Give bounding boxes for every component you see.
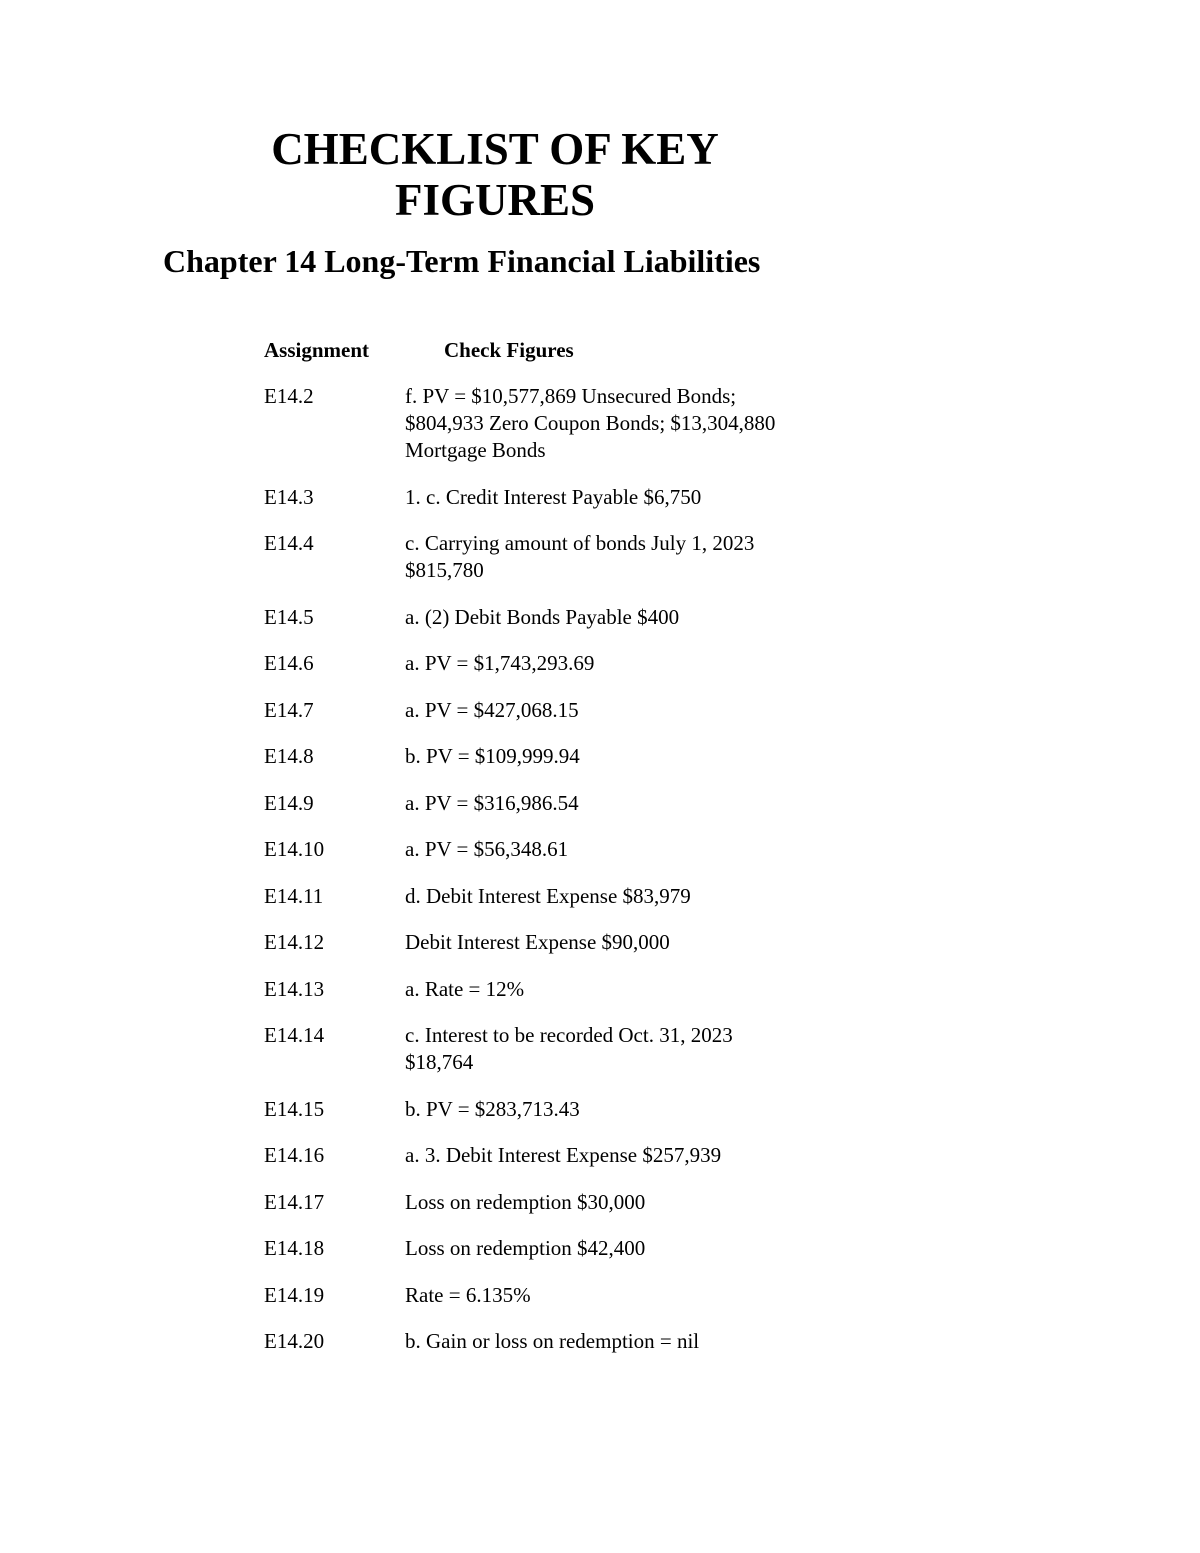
assignment-cell: E14.4 xyxy=(264,531,314,555)
check-figure-cell xyxy=(405,484,835,511)
check-figure-cell xyxy=(405,836,835,863)
check-figure-line: d. Debit Interest Expense $83,979 xyxy=(405,883,691,908)
check-figure-cell xyxy=(405,790,835,817)
assignment-cell: E14.6 xyxy=(264,651,314,675)
assignment-cell: E14.11 xyxy=(264,883,324,908)
assignment-cell: E14.16 xyxy=(264,1143,325,1167)
check-figure-line: a. Rate = 12% xyxy=(405,976,525,1001)
table-row xyxy=(264,929,864,956)
check-figure-cell xyxy=(405,697,835,724)
assignment-cell: E14.2 xyxy=(264,384,314,408)
check-figure-line: $18,764 xyxy=(405,1050,474,1074)
table-row xyxy=(264,1328,864,1355)
table-row xyxy=(264,1189,864,1216)
header-assignment: Assignment xyxy=(264,338,370,362)
page-title-line-2: FIGURES xyxy=(394,175,596,225)
page-title xyxy=(0,124,990,226)
assignment-cell: E14.17 xyxy=(264,1189,325,1214)
chapter-subtitle: Chapter 14 Long-Term Financial Liabilities xyxy=(163,243,761,279)
check-figure-line: a. PV = $1,743,293.69 xyxy=(405,651,595,675)
check-figure-cell xyxy=(405,1142,835,1169)
check-figure-line: $804,933 Zero Coupon Bonds; $13,304,880 xyxy=(405,411,776,435)
check-figure-cell xyxy=(405,743,835,770)
check-figure-line: b. Gain or loss on redemption = nil xyxy=(405,1329,700,1353)
table-row xyxy=(264,650,864,677)
check-figure-line: a. 3. Debit Interest Expense $257,939 xyxy=(405,1143,722,1167)
table-row xyxy=(264,1142,864,1169)
check-figure-line: a. PV = $316,986.54 xyxy=(405,790,579,815)
table-row xyxy=(264,790,864,817)
check-figure-line: c. Interest to be recorded Oct. 31, 2023 xyxy=(405,1023,733,1047)
check-figure-line: b. PV = $283,713.43 xyxy=(405,1096,580,1121)
assignment-cell: E14.14 xyxy=(264,1023,325,1047)
check-figure-cell xyxy=(405,1328,835,1355)
check-figure-cell xyxy=(405,1282,835,1309)
check-figure-cell xyxy=(405,1096,835,1123)
table-row xyxy=(264,1235,864,1262)
table-row xyxy=(264,530,864,584)
assignment-cell: E14.20 xyxy=(264,1329,325,1353)
check-figure-cell xyxy=(405,929,835,956)
assignment-cell: E14.12 xyxy=(264,930,325,954)
table-row xyxy=(264,976,864,1003)
table-row xyxy=(264,1096,864,1123)
check-figure-cell xyxy=(405,1022,835,1076)
table-header-row xyxy=(264,337,864,383)
assignment-cell: E14.3 xyxy=(264,484,314,509)
table-row xyxy=(264,383,864,464)
table-row xyxy=(264,697,864,724)
assignment-cell: E14.19 xyxy=(264,1282,325,1307)
table-body xyxy=(264,383,864,1355)
header-check-figures: Check Figures xyxy=(444,338,574,362)
check-figure-line: a. PV = $427,068.15 xyxy=(405,697,579,722)
check-figure-cell xyxy=(405,650,835,677)
check-figure-line: f. PV = $10,577,869 Unsecured Bonds; xyxy=(405,384,737,408)
assignment-cell: E14.8 xyxy=(264,744,314,768)
table-row xyxy=(264,604,864,631)
check-figures-table xyxy=(264,337,864,1375)
check-figure-cell xyxy=(405,383,835,464)
check-figure-cell xyxy=(405,530,835,584)
assignment-cell: E14.13 xyxy=(264,976,325,1001)
assignment-cell: E14.7 xyxy=(264,697,314,722)
assignment-cell: E14.5 xyxy=(264,604,314,629)
check-figure-line: Debit Interest Expense $90,000 xyxy=(405,930,670,954)
page-title-line-1: CHECKLIST OF KEY xyxy=(271,124,719,174)
assignment-cell: E14.18 xyxy=(264,1236,325,1260)
check-figure-cell xyxy=(405,883,835,910)
assignment-cell: E14.9 xyxy=(264,790,314,815)
check-figure-line: a. PV = $56,348.61 xyxy=(405,837,569,861)
check-figure-line: Mortgage Bonds xyxy=(405,438,546,462)
check-figure-line: Rate = 6.135% xyxy=(405,1282,531,1307)
check-figure-line: Loss on redemption $42,400 xyxy=(405,1236,646,1260)
table-row xyxy=(264,1022,864,1076)
table-row xyxy=(264,883,864,910)
table-row xyxy=(264,484,864,511)
assignment-cell: E14.15 xyxy=(264,1096,325,1121)
check-figure-line: a. (2) Debit Bonds Payable $400 xyxy=(405,604,680,629)
check-figure-cell xyxy=(405,604,835,631)
check-figure-line: 1. c. Credit Interest Payable $6,750 xyxy=(405,484,702,509)
table-row xyxy=(264,1282,864,1309)
check-figure-line: $815,780 xyxy=(405,558,484,582)
table-row xyxy=(264,743,864,770)
table-row xyxy=(264,836,864,863)
check-figure-line: b. PV = $109,999.94 xyxy=(405,744,580,768)
check-figure-cell xyxy=(405,976,835,1003)
check-figure-line: c. Carrying amount of bonds July 1, 2023 xyxy=(405,531,755,555)
check-figure-cell xyxy=(405,1189,835,1216)
assignment-cell: E14.10 xyxy=(264,837,325,861)
check-figure-cell xyxy=(405,1235,835,1262)
check-figure-line: Loss on redemption $30,000 xyxy=(405,1189,646,1214)
